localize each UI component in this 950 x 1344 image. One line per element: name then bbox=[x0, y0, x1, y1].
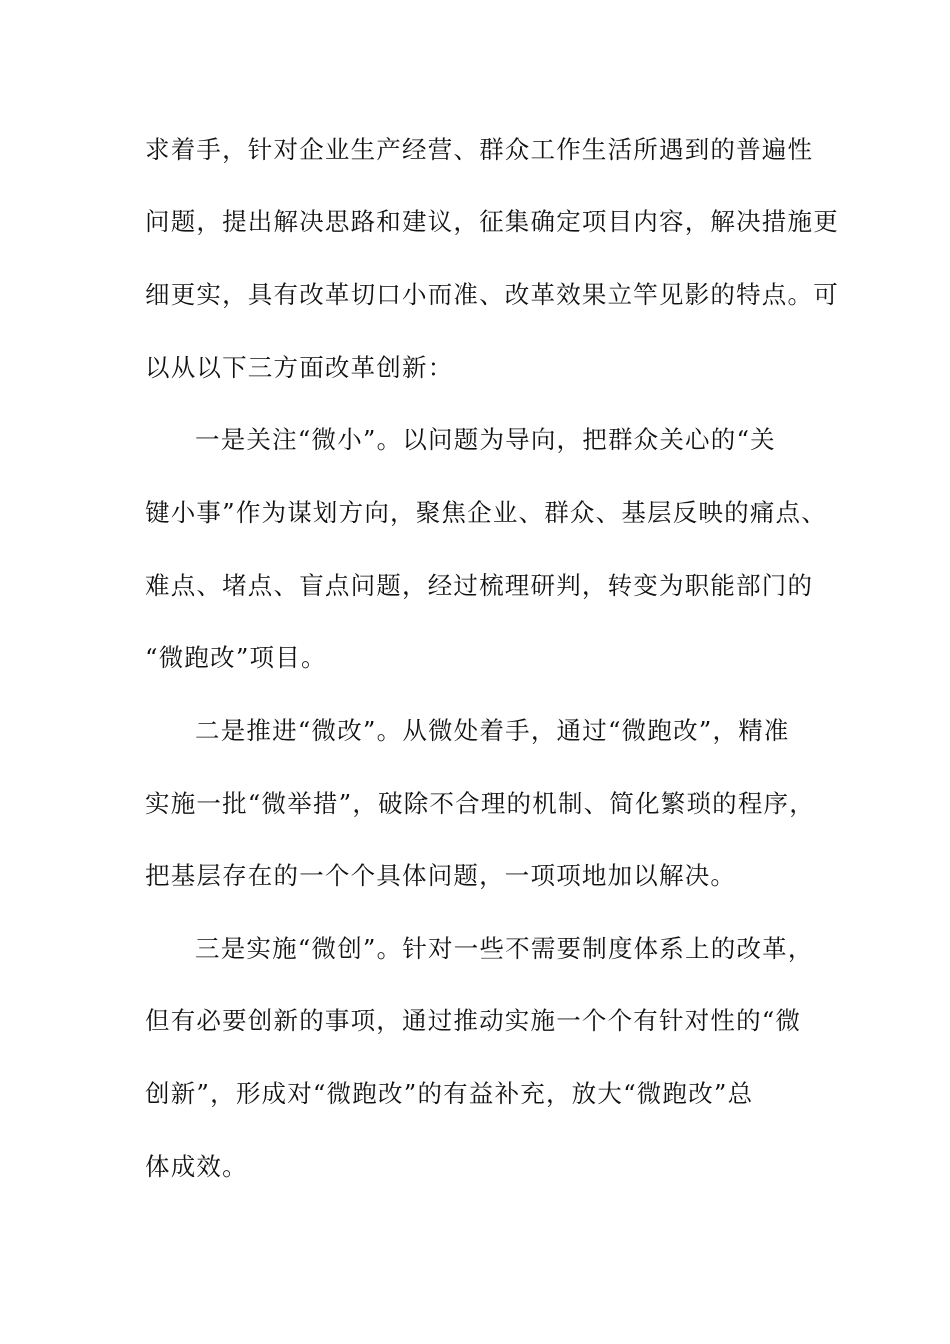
paragraph-line: 以从以下三方面改革创新： bbox=[145, 353, 454, 382]
paragraph-line: 一是关注“微小”。以问题为导向，把群众关心的“关 bbox=[195, 425, 776, 454]
paragraph-line: 创新”，形成对“微跑改”的有益补充，放大“微跑改”总 bbox=[145, 1079, 754, 1108]
paragraph-line: 问题，提出解决思路和建议，征集确定项目内容，解决措施更 bbox=[145, 207, 839, 236]
paragraph-line: “微跑改”项目。 bbox=[145, 643, 327, 672]
paragraph-line: 三是实施“微创”。针对一些不需要制度体系上的改革， bbox=[195, 934, 814, 963]
paragraph-line: 求着手，针对企业生产经营、群众工作生活所遇到的普遍性 bbox=[145, 135, 814, 164]
paragraph-line: 但有必要创新的事项，通过推动实施一个个有针对性的“微 bbox=[145, 1006, 802, 1035]
paragraph-line: 难点、堵点、盲点问题，经过梳理研判，转变为职能部门的 bbox=[145, 571, 814, 600]
paragraph-line: 把基层存在的一个个具体问题，一项项地加以解决。 bbox=[145, 861, 737, 890]
paragraph-line: 键小事”作为谋划方向，聚焦企业、群众、基层反映的痛点、 bbox=[145, 498, 827, 527]
paragraph-line: 实施一批“微举措”，破除不合理的机制、简化繁琐的程序， bbox=[145, 789, 815, 818]
paragraph-line: 二是推进“微改”。从微处着手，通过“微跑改”，精准 bbox=[195, 716, 790, 745]
paragraph-line: 细更实，具有改革切口小而准、改革效果立竿见影的特点。可 bbox=[145, 280, 839, 309]
paragraph-line: 体成效。 bbox=[145, 1152, 248, 1181]
